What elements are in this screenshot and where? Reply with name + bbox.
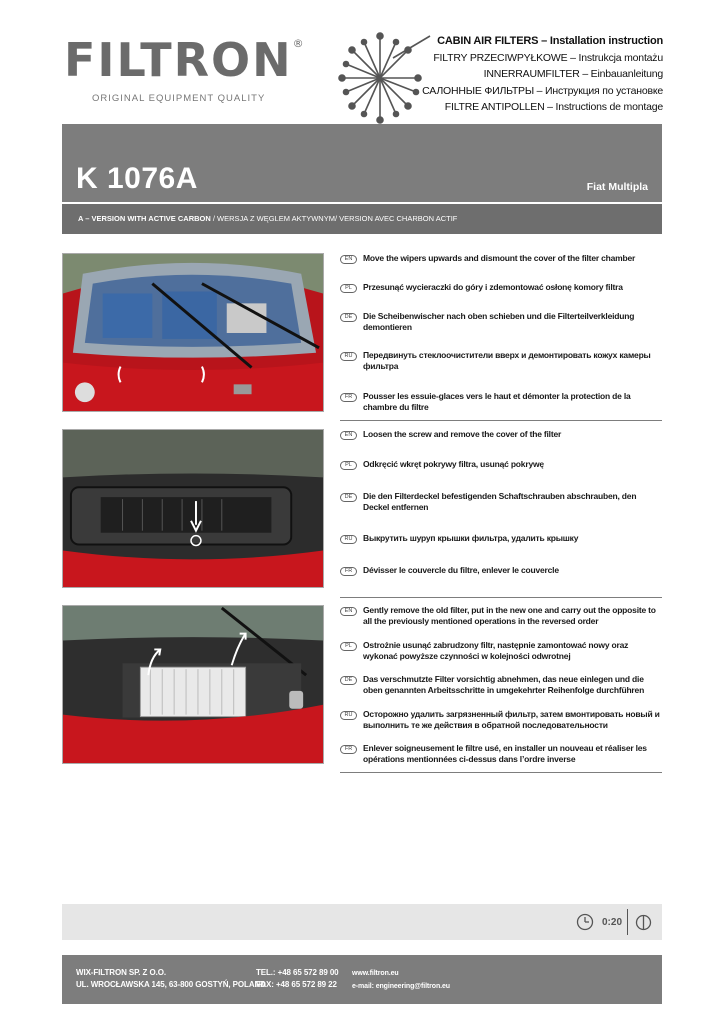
- lang-badge: PL: [340, 642, 357, 651]
- version-bar: [62, 204, 662, 234]
- lang-badge: DE: [340, 313, 357, 322]
- registered-mark: ®: [292, 37, 306, 50]
- power-icon: [635, 914, 652, 931]
- install-time: 0:20: [601, 917, 622, 928]
- title-en: CABIN AIR FILTERS – Installation instruction: [437, 35, 663, 47]
- time-bar: [62, 904, 662, 940]
- title-pl: FILTRY PRZECIWPYŁKOWE – Instrukcja montażu: [433, 51, 663, 64]
- step-3-line-fr: [340, 743, 662, 765]
- step-3-photo: [62, 605, 324, 764]
- instruction-text: Das verschmutzte Filter vorsichtig abnehmen, das neue einlegen und die oben genannten Arbeitsschritte in umgekehrter Reihenfolge durchführen: [363, 674, 645, 695]
- step-1-line-fr: [340, 391, 662, 413]
- step-3-line-ru: [340, 709, 662, 731]
- lang-badge: PL: [340, 461, 357, 470]
- footer-email-link[interactable]: e-mail: engineering@filtron.eu: [352, 983, 450, 990]
- step-1-line-ru: [340, 350, 662, 372]
- step-1-line-en: [340, 253, 662, 264]
- step-1-line-de: [340, 311, 662, 333]
- step-2-line-de: [340, 491, 662, 513]
- footer-contact: [352, 968, 450, 993]
- instruction-text: Loosen the screw and remove the cover of the filter: [363, 429, 562, 439]
- lang-badge: RU: [340, 535, 357, 544]
- lang-badge: EN: [340, 255, 357, 264]
- step-3-line-de: [340, 674, 662, 696]
- instruction-text: Move the wipers upwards and dismount the cover of the filter chamber: [363, 253, 636, 263]
- step-1-photo: [62, 253, 324, 412]
- lang-badge: DE: [340, 493, 357, 502]
- lang-badge: PL: [340, 284, 357, 293]
- step-divider: [340, 597, 662, 598]
- instruction-text: Ostrożnie usunąć zabrudzony filtr, następnie zamontować nowy oraz wykonać powyższe czynności w kolejności odwrotnej: [363, 640, 629, 661]
- instruction-text: Передвинуть стеклоочистители вверх и демонтировать кожух камеры фильтра: [363, 350, 651, 371]
- instruction-text: Odkręcić wkręt pokrywy filtra, usunąć pokrywę: [363, 459, 544, 469]
- version-translations: / WERSJA Z WĘGLEM AKTYWNYM/ VERSION AVEC CHARBON ACTIF: [210, 214, 458, 223]
- logo-starburst: [338, 28, 434, 124]
- step-2-line-en: [340, 429, 662, 440]
- lang-badge: FR: [340, 567, 357, 576]
- lang-badge: EN: [340, 431, 357, 440]
- product-bar: [62, 124, 662, 202]
- instruction-text: Осторожно удалить загрязненный фильтр, затем вмонтировать новый и выполнить те же действия в обратной последовательности: [363, 709, 660, 730]
- footer-company: [76, 967, 266, 991]
- clock-icon: [576, 913, 594, 931]
- step-divider: [340, 772, 662, 773]
- lang-badge: RU: [340, 352, 357, 361]
- version-title: A – VERSION WITH ACTIVE CARBON: [78, 214, 211, 223]
- footer-tel: TEL.: +48 65 572 89 00: [256, 968, 339, 977]
- instruction-text: Die Scheibenwischer nach oben schieben und die Filterteilverkleidung demontieren: [363, 311, 635, 332]
- company-name: WIX-FILTRON SP. Z O.O.: [76, 968, 166, 977]
- brand-tagline: ORIGINAL EQUIPMENT QUALITY: [92, 93, 266, 104]
- lang-badge: FR: [340, 745, 357, 754]
- vehicle-name: Fiat Multipla: [586, 181, 648, 193]
- footer: [62, 955, 662, 1004]
- title-fr: FILTRE ANTIPOLLEN – Instructions de montage: [444, 101, 663, 113]
- instruction-text: Pousser les essuie-glaces vers le haut et démonter la protection de la chambre du filtre: [363, 391, 631, 412]
- title-ru: САЛОННЫЕ ФИЛЬТРЫ – Инструкция по установке: [422, 84, 663, 97]
- instruction-text: Die den Filterdeckel befestigenden Schaftschrauben abschrauben, den Deckel entfernen: [363, 491, 637, 512]
- footer-fax: FAX: +48 65 572 89 22: [256, 980, 337, 989]
- time-divider: [627, 909, 628, 935]
- step-2-photo: [62, 429, 324, 588]
- step-1-line-pl: [340, 282, 662, 293]
- step-2-line-ru: [340, 533, 662, 544]
- lang-badge: DE: [340, 676, 357, 685]
- footer-web-link[interactable]: www.filtron.eu: [352, 970, 399, 977]
- product-code: K 1076A: [76, 162, 198, 195]
- step-2-line-pl: [340, 459, 662, 470]
- lang-badge: EN: [340, 607, 357, 616]
- step-3-line-en: [340, 605, 662, 627]
- instruction-titles: [422, 33, 663, 116]
- instruction-text: Выкрутить шуруп крышки фильтра, удалить крышку: [363, 533, 579, 543]
- instruction-text: Enlever soigneusement le filtre usé, en installer un nouveau et réaliser les opérations mentionnées ci-dessus dans l’ordre inverse: [363, 743, 647, 764]
- instruction-text: Gently remove the old filter, put in the new one and carry out the opposite to all the previously mentioned operations in the reversed order: [363, 605, 656, 626]
- footer-phones: [256, 967, 339, 991]
- instruction-text: Przesunąć wycieraczki do góry i zdemontować osłonę komory filtra: [363, 282, 623, 292]
- step-2-line-fr: [340, 565, 662, 576]
- company-address: UL. WROCŁAWSKA 145, 63-800 GOSTYŃ, POLAND: [76, 980, 266, 989]
- brand-logo: [64, 33, 306, 87]
- step-divider: [340, 420, 662, 421]
- step-3-line-pl: [340, 640, 662, 662]
- version-text: [78, 214, 457, 223]
- brand-name: FILTRON: [64, 33, 293, 87]
- lang-badge: RU: [340, 711, 357, 720]
- title-de: INNERRAUMFILTER – Einbauanleitung: [483, 68, 663, 80]
- lang-badge: FR: [340, 393, 357, 402]
- instruction-text: Dévisser le couvercle du filtre, enlever le couvercle: [363, 565, 559, 575]
